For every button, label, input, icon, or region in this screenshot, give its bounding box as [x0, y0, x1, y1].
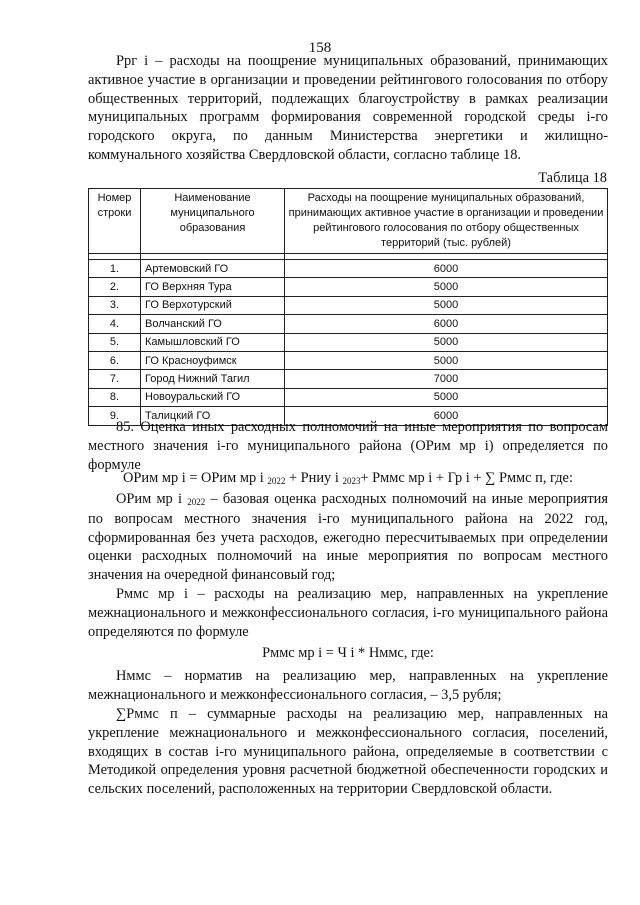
formula-orim	[88, 470, 608, 487]
table-row	[89, 315, 608, 333]
row-municipality: Новоуральский ГО	[141, 388, 285, 406]
formula-orim-sub-a: 2022	[267, 476, 286, 486]
intro-paragraph: Ррг i – расходы на поощрение муниципальных образований, принимающих активное участие в организации и проведении рейтингового голосования по отбору общественных территорий, подлежащих благоустройству в рамках реализации муниципальных программ формирования современной городской среды i-го городского округа, по данным Министерства энергетики и жилищно-коммунального хозяйства Свердловской области, согласно таблице 18.	[88, 53, 608, 163]
paragraph-85: 85. Оценка иных расходных полномочий на иные мероприятия по вопросам местного значения i-го муниципального района (ОРим мр i) определяется по формуле	[88, 419, 608, 473]
row-number: 8.	[89, 388, 141, 406]
definition-sum-rmms: ∑Рммс п – суммарные расходы на реализацию мер, направленных на укрепление межнационального и межконфессионального согласия, поселений, входящих в состав i-го муниципального района, определяемые в соответствии с Методикой определения уровня расчетной бюджетной обеспеченности городских и сельских поселений, расположенных на территории Свердловской области.	[88, 706, 608, 798]
header-municipality: Наименование муниципального образования	[141, 189, 285, 254]
row-municipality: ГО Красноуфимск	[141, 351, 285, 369]
row-value: 5000	[285, 278, 608, 296]
row-number: 9.	[89, 407, 141, 425]
definition-nmms: Нммс – норматив на реализацию мер, направленных на укрепление межнационального и межконфессионального согласия, – 3,5 рубля;	[88, 668, 608, 703]
definition-orim-lead: ОРим мр i	[116, 491, 188, 507]
table-row	[89, 278, 608, 296]
formula-orim-part-b: + Рниу i	[285, 470, 343, 486]
formula-orim-part-a: ОРим мр i = ОРим мр i	[123, 470, 268, 486]
table-row	[89, 296, 608, 314]
header-expenses: Расходы на поощрение муниципальных образований, принимающих активное участие в организации и проведении рейтингового голосования по отбору общественных территорий (тыс. рублей)	[285, 189, 608, 254]
row-number: 3.	[89, 296, 141, 314]
definition-orim-text: – базовая оценка расходных полномочий на иные мероприятия по вопросам местного значения i-го муниципального района на 2022 год, сформированная без учета расходов, ежегодно пересчитываемых при определении оценки расходных полномочий на иные мероприятия по вопросам местного значения на очередной финансовый год;	[88, 491, 609, 584]
row-number: 5.	[89, 333, 141, 351]
row-municipality: ГО Верхняя Тура	[141, 278, 285, 296]
table-label: Таблица 18	[538, 170, 607, 186]
definition-orim-sub: 2022	[187, 497, 206, 507]
table-header-row	[89, 189, 608, 254]
row-value: 5000	[285, 296, 608, 314]
row-value: 7000	[285, 370, 608, 388]
row-value: 5000	[285, 333, 608, 351]
row-value: 6000	[285, 260, 608, 278]
row-number: 6.	[89, 351, 141, 369]
row-number: 7.	[89, 370, 141, 388]
header-row-number: Номер строки	[89, 189, 141, 254]
table-row	[89, 351, 608, 369]
table-row	[89, 370, 608, 388]
row-municipality: Артемовский ГО	[141, 260, 285, 278]
row-value: 6000	[285, 315, 608, 333]
row-number: 2.	[89, 278, 141, 296]
row-value: 5000	[285, 351, 608, 369]
page-number: 158	[308, 40, 332, 56]
formula-rmms: Рммс мр i = Ч i * Нммс, где:	[262, 645, 434, 661]
table-row	[89, 333, 608, 351]
row-municipality: Камышловский ГО	[141, 333, 285, 351]
definition-rmms-mr: Рммс мр i – расходы на реализацию мер, направленных на укрепление межнационального и межконфессионального согласия, i-го муниципального района определяются по формуле	[88, 586, 608, 640]
table-row	[89, 388, 608, 406]
definition-orim-2022	[88, 490, 608, 585]
row-municipality: Талицкий ГО	[141, 407, 285, 425]
row-number: 1.	[89, 260, 141, 278]
row-number: 4.	[89, 315, 141, 333]
table-row	[89, 260, 608, 278]
formula-orim-part-c: + Рммс мр i + Гр i + ∑ Рммс п, где:	[360, 470, 573, 486]
spending-table	[88, 188, 608, 426]
row-municipality: Город Нижний Тагил	[141, 370, 285, 388]
formula-orim-sub-b: 2023	[342, 476, 361, 486]
row-municipality: Волчанский ГО	[141, 315, 285, 333]
row-municipality: ГО Верхотурский	[141, 296, 285, 314]
row-value: 5000	[285, 388, 608, 406]
row-value: 6000	[285, 407, 608, 425]
